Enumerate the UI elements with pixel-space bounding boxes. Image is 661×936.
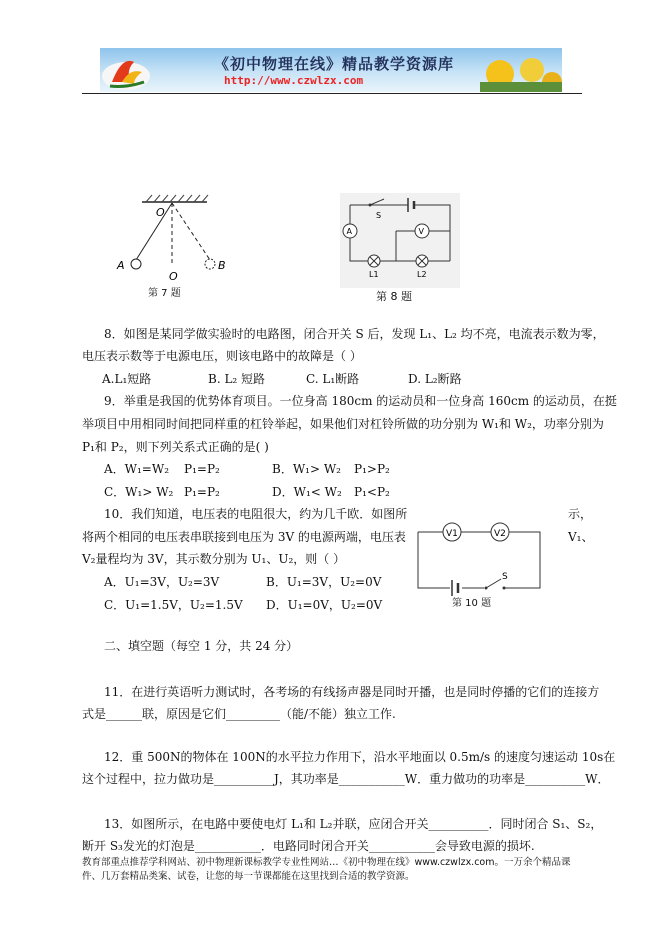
q10-stem-3: V₂量程均为 3V，其示数分别为 U₁、U₂，则（ ） [82, 552, 346, 566]
q13-line-2: 断开 S₃发光的灯泡是___________．电路同时闭合开关___________会导致电源的损坏. [82, 839, 535, 853]
fig8-label-a: A [346, 227, 352, 236]
q8-option-b: B. L₂ 短路 [208, 372, 266, 386]
q9-option-b-p: P₁>P₂ [354, 462, 390, 476]
q13-line-1: 13．如图所示，在电路中要使电灯 L₁和 L₂并联，应闭合开关__________．同时闭合 S₁、S₂， [104, 817, 603, 831]
footer-line-1: 教育部重点推荐学科网站、初中物理新课标教学专业性网站…《初中物理在线》www.czwlzx.com。一万余个精品课 [82, 857, 571, 868]
q11-line-1: 11．在进行英语听力测试时，各考场的有线扬声器是同时开播，也是同时停播的它们的连接方 [104, 685, 600, 699]
q10-stem-2a: 将两个相同的电压表串联接到电压为 3V 的电源两端，电压表 [82, 530, 406, 544]
q9-stem-2: 举项目中用相同时间把同样重的杠铃举起，如果他们对杠铃所做的功分别为 W₁和 W₂，功率分别为 [82, 417, 604, 431]
fig7-label-o-top: O [156, 206, 165, 219]
q8-stem-1: 8．如图是某同学做实验时的电路图，闭合开关 S 后，发现 L₁、L₂ 均不亮，电流表示数为零， [104, 327, 605, 341]
q12-line-1: 12．重 500N的物体在 100N的水平拉力作用下，沿水平地面以 0.5m/s 的速度匀速运动 10s在 [104, 750, 616, 764]
q10-option-b: B．U₁=3V，U₂=0V [266, 575, 382, 589]
figure-8-circuit [340, 193, 460, 288]
q8-option-a: A.L₁短路 [102, 372, 152, 386]
q8-option-c: C. L₁断路 [306, 372, 360, 386]
figure-8-caption: 第 8 题 [376, 290, 412, 303]
fig7-label-b: B [218, 259, 226, 272]
fig8-label-v: V [418, 227, 424, 236]
q9-option-a-p: P₁=P₂ [184, 462, 220, 476]
q8-stem-2: 电压表示数等于电源电压，则该电路中的故障是（ ） [82, 349, 362, 363]
header-rule [82, 93, 582, 94]
banner-url: http://www.czwlzx.com [224, 74, 364, 87]
q9-option-c-w: C．W₁> W₂ [104, 485, 174, 499]
fig10-label-v1: V1 [446, 529, 458, 539]
header-banner [100, 48, 562, 92]
q10-stem-2b: V₁、 [568, 530, 594, 544]
fig8-label-l1: L1 [369, 270, 379, 279]
q10-option-a: A．U₁=3V，U₂=3V [104, 575, 220, 589]
q9-option-d-w: D．W₁< W₂ [272, 485, 342, 499]
q12-line-2: 这个过程中，拉力做功是__________J，其功率是___________W．重力做功的功率是__________W． [82, 772, 610, 786]
q9-stem-3: P₁和 P₂，则下列关系式正确的是( ) [82, 440, 269, 454]
q9-option-b-w: B．W₁> W₂ [272, 462, 341, 476]
q8-option-d: D. L₂断路 [408, 372, 462, 386]
figure-10-circuit [412, 516, 548, 606]
q9-option-c-p: P₁=P₂ [184, 485, 220, 499]
fig7-label-a: A [117, 259, 125, 272]
fig10-label-s: S [502, 572, 508, 582]
q9-option-a-w: A．W₁=W₂ [104, 462, 170, 476]
fig8-label-s: S [376, 211, 382, 220]
section-2-title: 二、填空题（每空 1 分，共 24 分） [104, 639, 299, 653]
q9-stem-1: 9．举重是我国的优势体育项目。一位身高 180cm 的运动员和一位身高 160cm 的运动员，在挺 [104, 394, 617, 408]
banner-title: 《初中物理在线》精品教学资源库 [214, 55, 455, 73]
figure-7-caption: 第 7 题 [148, 288, 181, 299]
q10-stem-1b: 示， [568, 507, 593, 521]
fig7-label-o: O [169, 270, 178, 283]
q11-line-2: 式是______联，原因是它们_________（能/不能）独立工作. [82, 707, 396, 721]
footer-line-2: 件、几万套精品类案、试卷，让您的每一节课都能在这里找到合适的教学资源。 [82, 871, 415, 882]
q9-option-d-p: P₁<P₂ [354, 485, 390, 499]
fig10-label-v2: V2 [494, 529, 506, 539]
q10-option-d: D．U₁=0V，U₂=0V [266, 598, 383, 612]
fig8-label-l2: L2 [417, 270, 427, 279]
q10-option-c: C．U₁=1.5V，U₂=1.5V [104, 598, 243, 612]
figure-10-caption: 第 10 题 [452, 598, 492, 609]
q10-stem-1a: 10．我们知道，电压表的电阻很大，约为几千欧．如图所 [104, 507, 408, 521]
